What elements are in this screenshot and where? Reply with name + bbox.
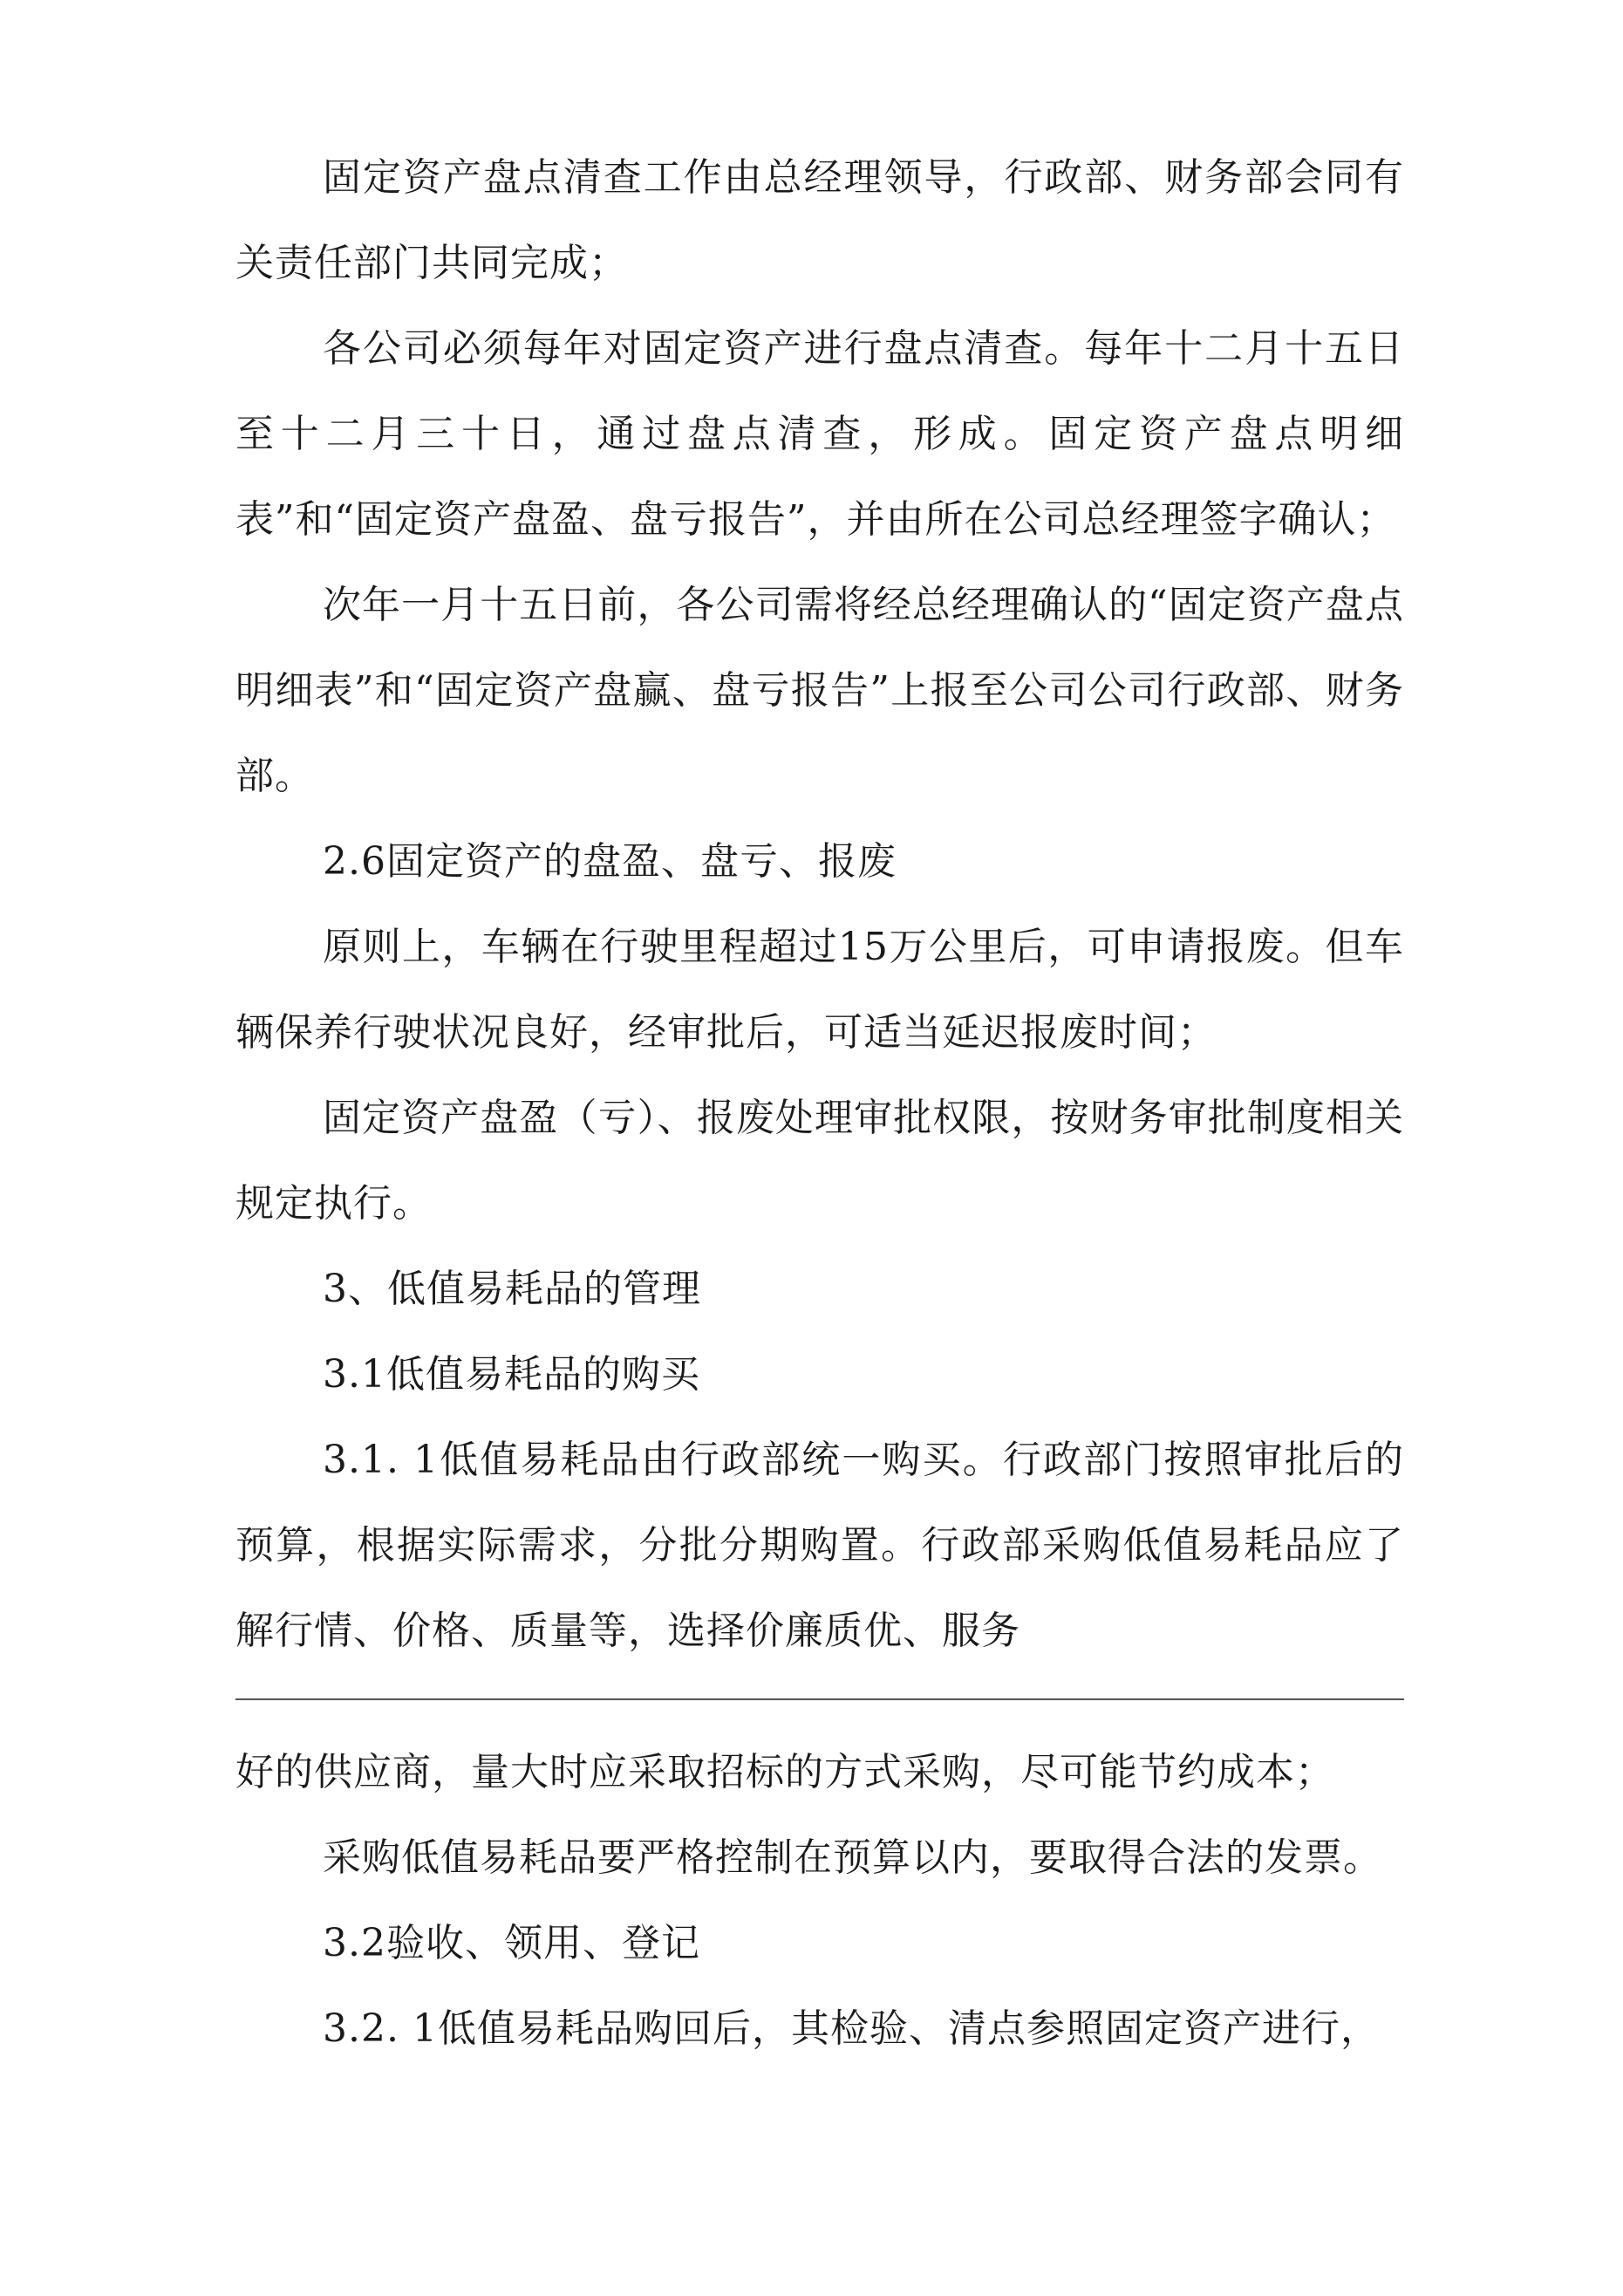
section-heading-3-2: 3.2验收、领用、登记 (323, 1921, 700, 1965)
paragraph-supplier-continuation: 好的供应商，量大时应采取招标的方式采购，尽可能节约成本； (235, 1750, 1334, 1794)
paragraph-asset-inventory-leadership: 固定资产盘点清查工作由总经理领导，行政部、财务部会同有关责任部门共同完成； (235, 155, 1404, 285)
section-heading-3-1: 3.1低值易耗品的购买 (323, 1352, 700, 1397)
paragraph-3-1-1-purchase: 3.1. 1低值易耗品由行政部统一购买。行政部门按照审批后的预算，根据实际需求，分批分期购置。行政部采购低值易耗品应了解行情、价格、质量等，选择价廉质优、服务 (235, 1438, 1404, 1653)
section-heading-2-6: 2.6固定资产的盘盈、盘亏、报废 (323, 839, 897, 884)
paragraph-annual-inventory: 各公司必须每年对固定资产进行盘点清查。每年十二月十五日至十二月三十日，通过盘点清查，形成。固定资产盘点明细表”和“固定资产盘盈、盘亏报告”，并由所在公司总经理签字确认； (235, 326, 1404, 542)
paragraph-3-2-1-inspection: 3.2. 1低值易耗品购回后，其检验、清点参照固定资产进行， (323, 2006, 1380, 2051)
page-divider (235, 1698, 1404, 1700)
paragraph-vehicle-scrapping: 原则上，车辆在行驶里程超过15万公里后，可申请报废。但车辆保养行驶状况良好，经审批后，可适当延迟报废时间； (235, 925, 1404, 1055)
paragraph-budget-control: 采购低值易耗品要严格控制在预算以内，要取得合法的发票。 (323, 1835, 1382, 1880)
paragraph-approval-authority: 固定资产盘盈（亏）、报废处理审批权限，按财务审批制度相关规定执行。 (235, 1096, 1404, 1226)
section-heading-3: 3、低值易耗品的管理 (323, 1267, 701, 1311)
paragraph-report-submission: 次年一月十五日前，各公司需将经总经理确认的“固定资产盘点明细表”和“固定资产盘赢、盘亏报告”上报至公司公司行政部、财务部。 (235, 583, 1404, 798)
